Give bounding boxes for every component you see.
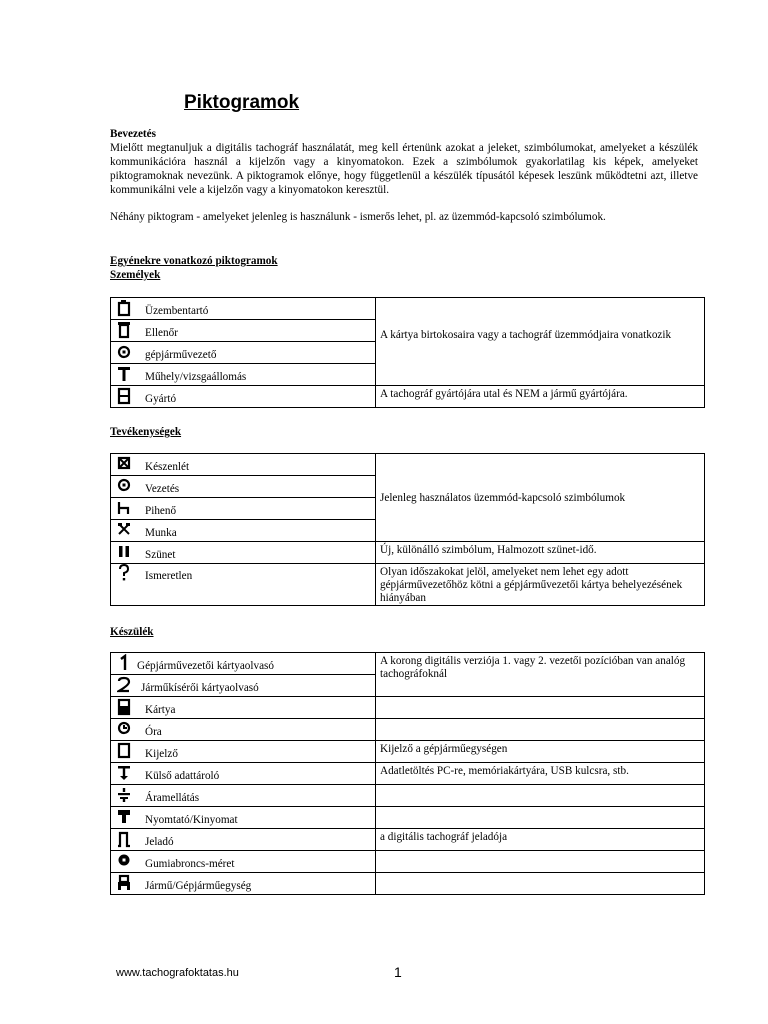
table-cell-label bbox=[111, 386, 376, 408]
clock-icon bbox=[117, 720, 131, 738]
table-cell-label bbox=[111, 829, 376, 851]
device-description-slots: A korong digitális verziója 1. vagy 2. vezetői pozícióban van analóg tachográfoknál bbox=[376, 653, 705, 697]
break-icon bbox=[117, 543, 131, 561]
card-icon bbox=[117, 698, 131, 716]
device-label: Járműkísérői kártyaolvasó bbox=[141, 682, 259, 694]
device-label: Óra bbox=[145, 726, 162, 738]
table-row bbox=[111, 873, 705, 895]
device-description-display: Kijelző a gépjárműegységen bbox=[376, 741, 705, 763]
table-cell-label bbox=[111, 454, 376, 476]
unknown-icon bbox=[117, 564, 131, 582]
device-label: Gumiabroncs-méret bbox=[145, 858, 235, 870]
table-row bbox=[111, 386, 705, 408]
table-cell-label bbox=[111, 498, 376, 520]
driving-icon bbox=[117, 477, 131, 495]
table-cell-empty bbox=[376, 697, 705, 719]
persons-table bbox=[110, 297, 705, 408]
table-cell-label bbox=[111, 675, 376, 697]
table-row bbox=[111, 829, 705, 851]
table-cell-empty bbox=[376, 807, 705, 829]
vehicle-unit-icon bbox=[117, 874, 131, 892]
section-heading-persons: Személyek bbox=[110, 269, 161, 281]
footer-url: www.tachografoktatas.hu bbox=[116, 967, 239, 979]
rest-icon bbox=[117, 499, 131, 517]
tyre-size-icon bbox=[117, 852, 131, 870]
table-row bbox=[111, 454, 705, 476]
table-row bbox=[111, 697, 705, 719]
section-heading-device: Készülék bbox=[110, 626, 154, 638]
table-cell-label bbox=[111, 564, 376, 606]
table-cell-label bbox=[111, 364, 376, 386]
activities-table bbox=[110, 453, 705, 606]
device-label: Külső adattároló bbox=[145, 770, 220, 782]
device-label: Áramellátás bbox=[145, 792, 200, 804]
activities-label: Szünet bbox=[145, 549, 176, 561]
table-row bbox=[111, 719, 705, 741]
table-cell-label bbox=[111, 785, 376, 807]
activities-description-2: Új, különálló szimbólum, Halmozott szünet-idő. bbox=[376, 542, 705, 564]
table-row bbox=[111, 542, 705, 564]
device-label: Kártya bbox=[145, 704, 176, 716]
workshop-icon bbox=[117, 365, 131, 383]
activities-label: Pihenő bbox=[145, 505, 177, 517]
device-table bbox=[110, 652, 705, 895]
device-label: Kijelző bbox=[145, 748, 178, 760]
device-label: Gépjárművezetői kártyaolvasó bbox=[137, 660, 274, 672]
table-cell-label bbox=[111, 298, 376, 320]
company-icon bbox=[117, 299, 131, 317]
external-storage-icon bbox=[117, 764, 131, 782]
table-cell-label bbox=[111, 320, 376, 342]
activities-description-3: Olyan időszakokat jelöl, amelyeket nem lehet egy adott gépjárművezetőhöz kötni a gépjárművezetői kártya behelyezésének hiányában bbox=[376, 564, 705, 606]
table-cell-label bbox=[111, 807, 376, 829]
activities-description-1: Jelenleg használatos üzemmód-kapcsoló szimbólumok bbox=[376, 454, 705, 542]
table-cell-label bbox=[111, 542, 376, 564]
table-cell-empty bbox=[376, 785, 705, 807]
page-title: Piktogramok bbox=[184, 92, 300, 113]
persons-description-2: A tachográf gyártójára utal és NEM a jármű gyártójára. bbox=[376, 386, 705, 408]
activities-label: Készenlét bbox=[145, 461, 190, 473]
intro-heading: Bevezetés bbox=[110, 128, 156, 140]
table-cell-empty bbox=[376, 873, 705, 895]
table-cell-label bbox=[111, 719, 376, 741]
table-cell-label bbox=[111, 741, 376, 763]
device-description-sensor: a digitális tachográf jeladója bbox=[376, 829, 705, 851]
power-supply-icon bbox=[117, 786, 131, 804]
controller-icon bbox=[117, 321, 131, 339]
persons-label: gépjárművezető bbox=[145, 349, 217, 361]
slot-1-icon bbox=[117, 654, 131, 672]
persons-label: Ellenőr bbox=[145, 327, 178, 339]
table-cell-label bbox=[111, 342, 376, 364]
intro-section bbox=[110, 127, 698, 224]
manufacturer-icon bbox=[117, 387, 131, 405]
table-cell-empty bbox=[376, 719, 705, 741]
table-row bbox=[111, 564, 705, 606]
table-cell-label bbox=[111, 476, 376, 498]
printer-icon bbox=[117, 808, 131, 826]
table-row bbox=[111, 653, 705, 675]
table-row bbox=[111, 741, 705, 763]
slot-2-icon bbox=[117, 676, 131, 694]
persons-label: Gyártó bbox=[145, 393, 177, 405]
intro-note: Néhány piktogram - amelyeket jelenleg is használunk - ismerős lehet, pl. az üzemmód-kapcsoló szimbólumok. bbox=[110, 211, 606, 223]
table-cell-label bbox=[111, 873, 376, 895]
sensor-icon bbox=[117, 830, 131, 848]
section-heading-activities: Tevékenységek bbox=[110, 426, 182, 438]
activities-label: Munka bbox=[145, 527, 177, 539]
page-number: 1 bbox=[394, 964, 402, 980]
table-row bbox=[111, 851, 705, 873]
table-cell-label bbox=[111, 653, 376, 675]
table-cell-label bbox=[111, 697, 376, 719]
intro-paragraph: Mielőtt megtanuljuk a digitális tachográf használatát, meg kell értenünk azokat a jeleket, szimbólumokat, amelyeket a készülék kommunikációra használ a kijelzőn vagy a kinyomatokon. Ezek a szimbólumok gyakorlatilag kis képek, amelyeket piktogramoknak nevezünk. A piktogramok előnye, hogy függetlenül a készülék típusától képesek leszünk működtetni azt, illetve kommunikálni vele a kijelzőn vagy a kinyomatokon keresztül. bbox=[110, 142, 698, 196]
table-cell-empty bbox=[376, 851, 705, 873]
activities-label: Ismeretlen bbox=[145, 570, 193, 582]
table-row bbox=[111, 785, 705, 807]
table-cell-label bbox=[111, 520, 376, 542]
driver-icon bbox=[117, 343, 131, 361]
section-heading-individuals: Egyénekre vonatkozó piktogramok bbox=[110, 255, 278, 267]
table-row bbox=[111, 298, 705, 320]
table-cell-label bbox=[111, 851, 376, 873]
table-cell-label bbox=[111, 763, 376, 785]
work-icon bbox=[117, 521, 131, 539]
device-label: Jármű/Gépjárműegység bbox=[145, 880, 252, 892]
device-label: Jeladó bbox=[145, 836, 174, 848]
persons-label: Műhely/vizsgaállomás bbox=[145, 371, 247, 383]
display-icon bbox=[117, 742, 131, 760]
availability-icon bbox=[117, 455, 131, 473]
activities-label: Vezetés bbox=[145, 483, 180, 495]
persons-description-1: A kártya birtokosaira vagy a tachográf üzemmódjaira vonatkozik bbox=[376, 298, 705, 386]
persons-label: Üzembentartó bbox=[145, 305, 209, 317]
device-label: Nyomtató/Kinyomat bbox=[145, 814, 238, 826]
device-description-storage: Adatletöltés PC-re, memóriakártyára, USB kulcsra, stb. bbox=[376, 763, 705, 785]
table-row bbox=[111, 763, 705, 785]
table-row bbox=[111, 807, 705, 829]
